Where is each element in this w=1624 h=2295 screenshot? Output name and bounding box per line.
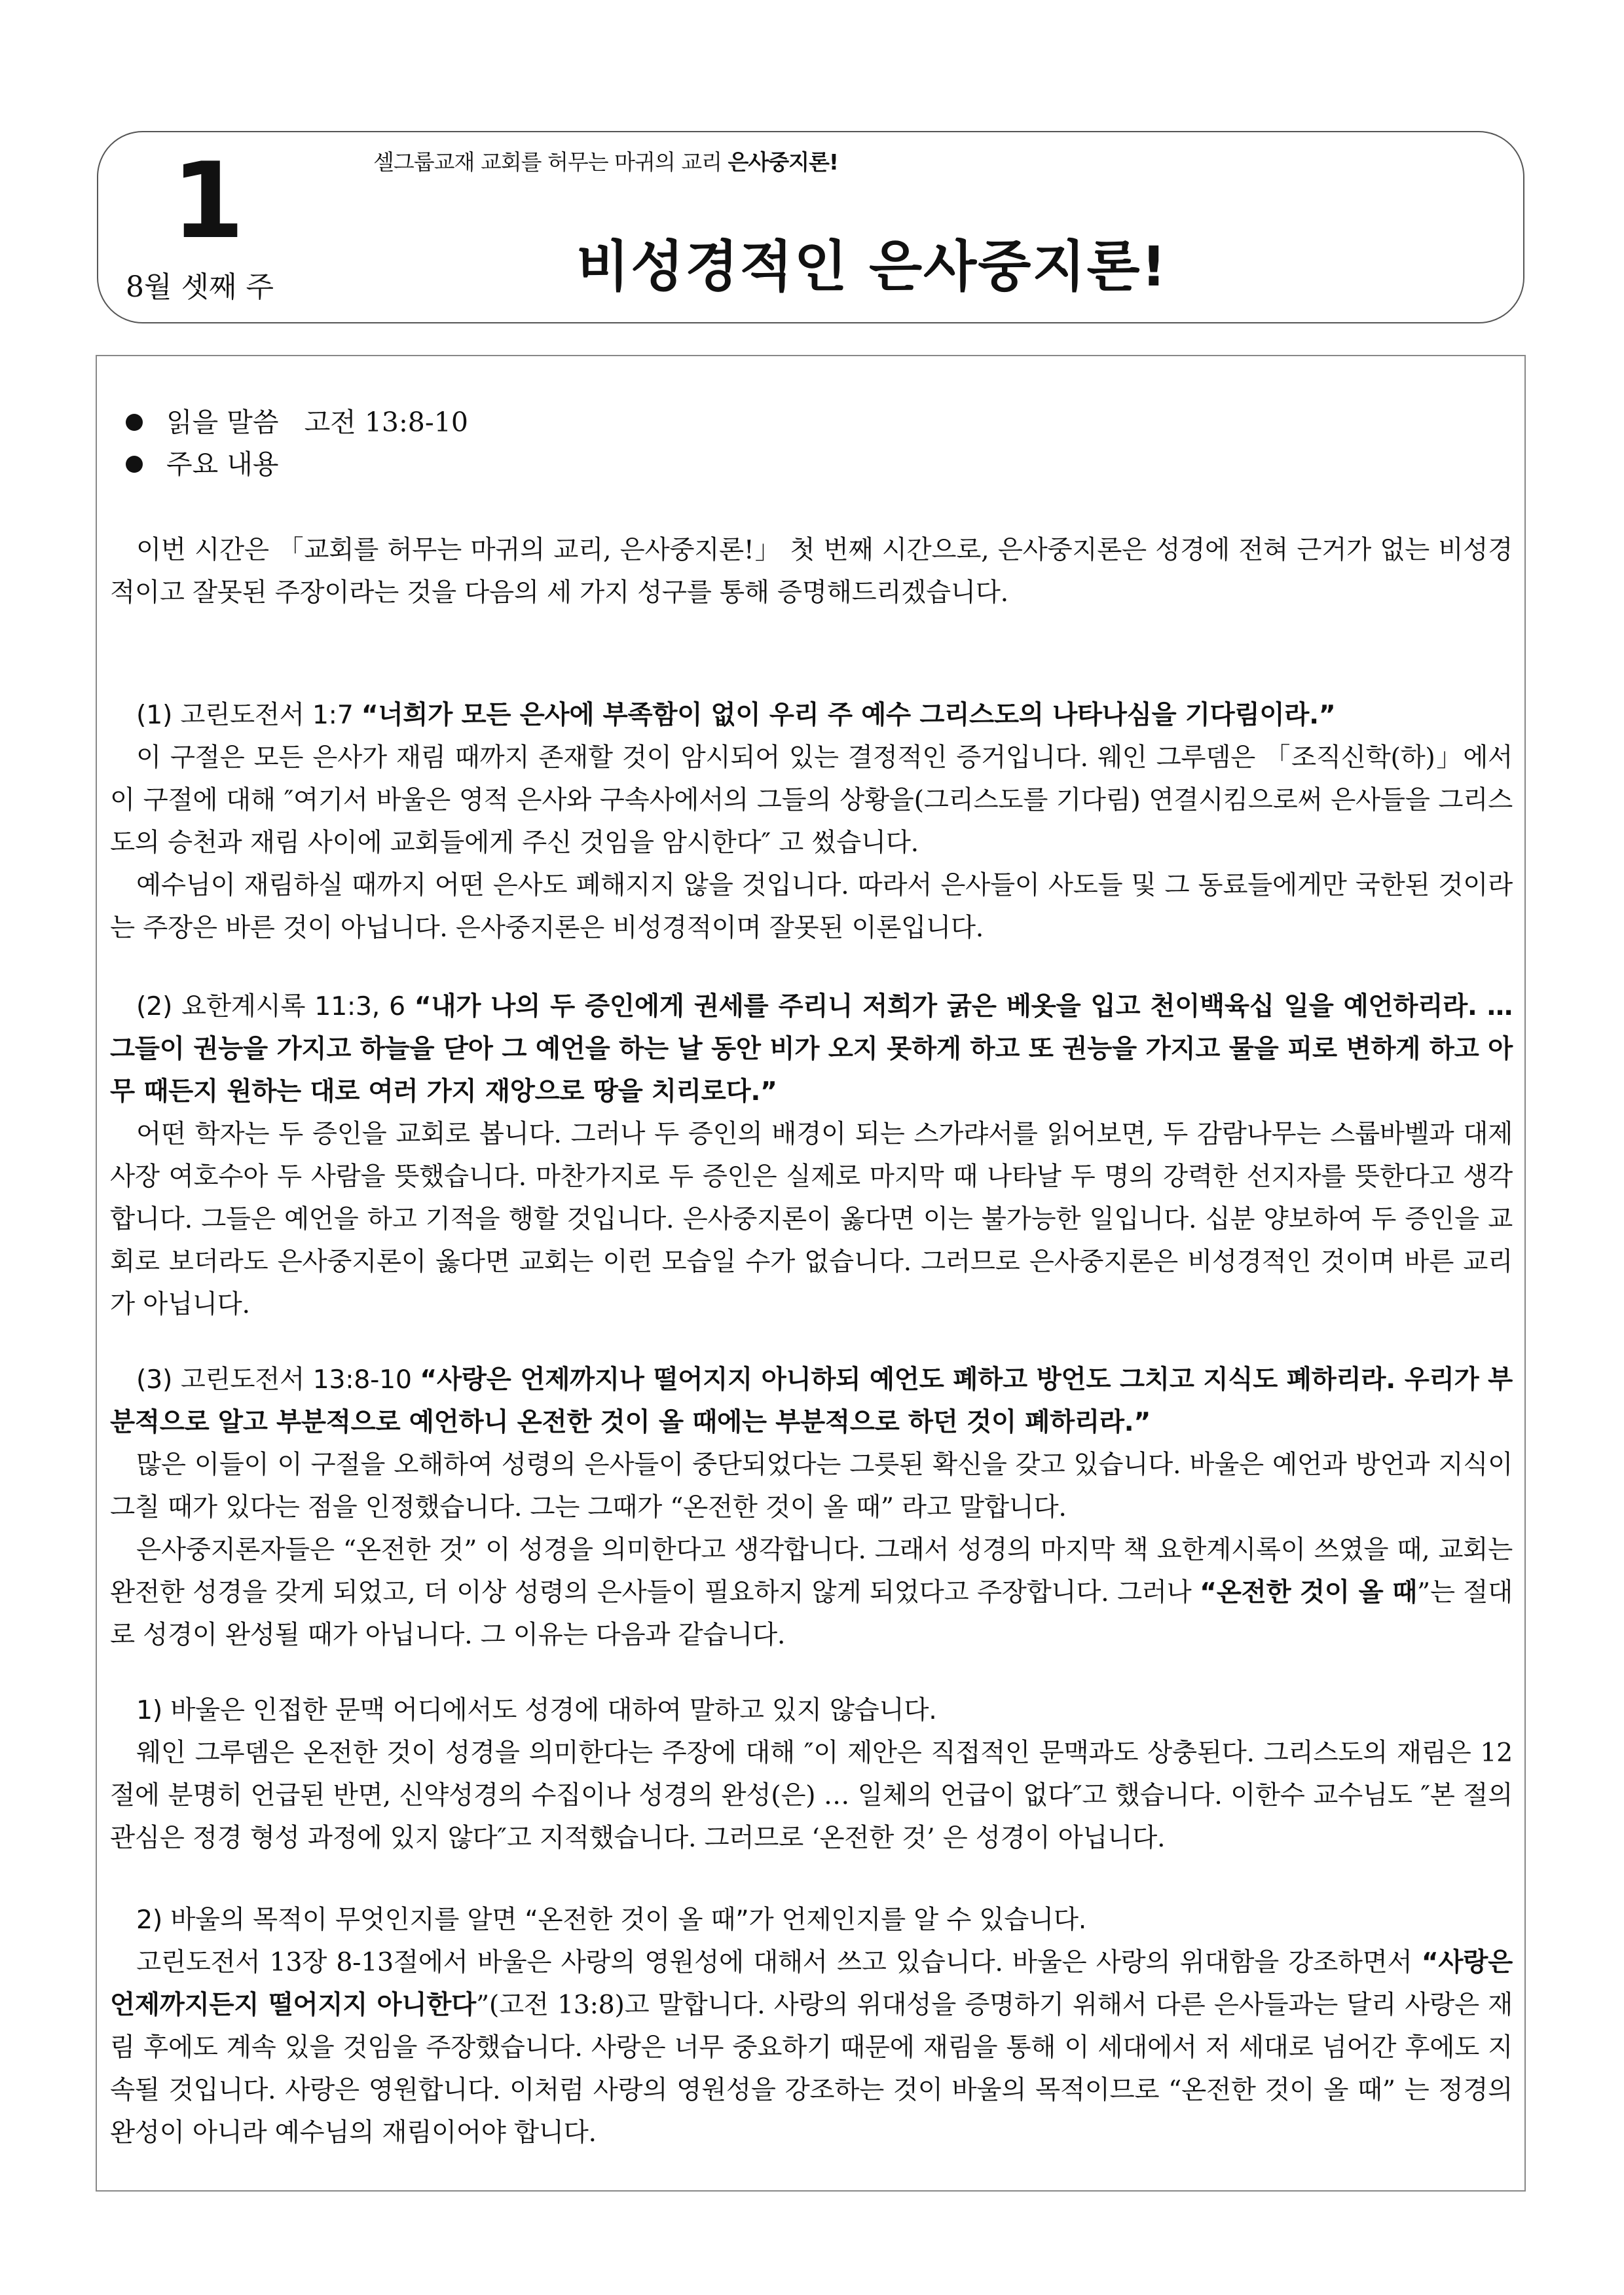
section-3-p2-bold: “온전한 것이 올 때 xyxy=(1200,1577,1417,1607)
point-2-p1-bold: “사랑은 언제까지든지 떨어지지 아니한다 xyxy=(110,1947,1513,2020)
section-3-heading xyxy=(110,1359,1513,1444)
point-1-heading: 1) 바울은 인접한 문맥 어디에서도 성경에 대하여 말하고 있지 않습니다. xyxy=(136,1695,937,1725)
section-1-p1: 이 구절은 모든 은사가 재림 때까지 존재할 것이 암시되어 있는 결정적인 증거입니다. 웨인 그루뎀은 「조직신학(하)」에서 이 구절에 대해 ″여기서 바울은 영적 은사와 구속사에서의 그들의 상황을(그리스도를 기다림) 연결시킴으로써 은사들을 그리스도의 승천과 재림 사이에 교회들에게 주신 것임을 암시한다″ 고 썼습니다. xyxy=(110,743,1513,858)
section-2-heading xyxy=(110,985,1513,1113)
intro-text: 이번 시간은 「교회를 허무는 마귀의 교리, 은사중지론!」 첫 번째 시간으로, 은사중지론은 성경에 전혀 근거가 없는 비성경적이고 잘못된 주장이라는 것을 다음의 세 가지 성구를 통해 증명해드리겠습니다. xyxy=(110,535,1513,608)
section-1-p2: 예수님이 재림하실 때까지 어떤 은사도 폐해지지 않을 것입니다. 따라서 은사들이 사도들 및 그 동료들에게만 국한된 것이라는 주장은 바른 것이 아닙니다. 은사중지론은 비성경적이며 잘못된 이론입니다. xyxy=(110,870,1513,943)
point-1 xyxy=(110,1689,1513,1860)
section-3 xyxy=(110,1359,1513,1657)
section-3-quote: “사랑은 언제까지나 떨어지지 아니하되 예언도 폐하고 방언도 그치고 지식도 폐하리라. 우리가 부분적으로 알고 부분적으로 예언하니 온전한 것이 올 때에는 부분적으로 하던 것이 폐하리라.” xyxy=(110,1365,1513,1437)
section-2-quote: “내가 나의 두 증인에게 권세를 주리니 저희가 굵은 베옷을 입고 천이백육십 일을 예언하리라. … 그들이 권능을 가지고 하늘을 닫아 그 예언을 하는 날 동안 비가 오지 못하게 하고 또 권능을 가지고 물을 피로 변하게 하고 아무 때든지 원하는 대로 여러 가지 재앙으로 땅을 치리로다.” xyxy=(110,991,1513,1107)
series-label xyxy=(373,145,838,176)
series-text: 셀그룹교재 교회를 허무는 마귀의 교리 xyxy=(373,149,728,175)
section-3-p2-text: 은사중지론자들은 “온전한 것” 이 성경을 의미한다고 생각합니다. 그래서 성경의 마지막 책 요한계시록이 쓰였을 때, 교회는 완전한 성경을 갖게 되었고, 더 이상 성령의 은사들이 필요하지 않게 되었다고 주장합니다. 그러나 xyxy=(110,1535,1513,1607)
section-3-p2 xyxy=(110,1529,1513,1657)
section-2-ref: (2) 요한계시록 11:3, 6 xyxy=(136,991,415,1021)
bullet-label: 읽을 말씀 xyxy=(166,407,279,438)
bullet-dot-icon xyxy=(126,414,143,431)
section-1-quote: “너희가 모든 은사에 부족함이 없이 우리 주 예수 그리스도의 나타나심을 기다림이라.” xyxy=(361,700,1336,730)
page-title: 비성경적인 은사중지론! xyxy=(576,234,1168,299)
section-3-ref: (3) 고린도전서 13:8-10 xyxy=(136,1365,420,1395)
point-2-p1-start: 고린도전서 13장 8-13절에서 바울은 사랑의 영원성에 대해서 쓰고 있습니다. 바울은 사랑의 위대함을 강조하면서 xyxy=(136,1947,1422,1977)
point-1-p1: 웨인 그루뎀은 온전한 것이 성경을 의미한다는 주장에 대해 ″이 제안은 직접적인 문맥과도 상충된다. 그리스도의 재림은 12절에 분명히 언급된 반면, 신약성경의 수집이나 성경의 완성(은) … 일체의 언급이 없다″고 했습니다. 이한수 교수님도 ″본 절의 관심은 정경 형성 과정에 있지 않다″고 지적했습니다. 그러므로 ‘온전한 것’ 은 성경이 아닙니다. xyxy=(110,1738,1513,1853)
lesson-number: 1 xyxy=(172,139,245,262)
intro-paragraph xyxy=(110,529,1513,614)
section-2 xyxy=(110,985,1513,1326)
section-1-heading xyxy=(110,694,1513,737)
section-1-ref: (1) 고린도전서 1:7 xyxy=(136,700,361,730)
section-1 xyxy=(110,694,1513,949)
section-3-p2-end: ”는 절대로 성경이 완성될 때가 아닙니다. 그 이유는 다음과 같습니다. xyxy=(110,1577,1513,1650)
bullet-label: 주요 내용 xyxy=(166,449,279,480)
bullet-value: 고전 13:8-10 xyxy=(304,407,468,438)
series-bold: 은사중지론! xyxy=(728,149,838,175)
point-2-p1 xyxy=(110,1941,1513,2154)
point-2-heading: 2) 바울의 목적이 무엇인지를 알면 “온전한 것이 올 때”가 언제인지를 알 수 있습니다. xyxy=(136,1905,1087,1935)
point-2 xyxy=(110,1899,1513,2154)
point-2-p1-end: ”(고전 13:8)고 말합니다. 사랑의 위대성을 증명하기 위해서 다른 은사들과는 달리 사랑은 재림 후에도 계속 있을 것임을 주장했습니다. 사랑은 너무 중요하기 때문에 재림을 통해 이 세대에서 저 세대로 넘어간 후에도 지속될 것입니다. 사랑은 영원합니다. 이처럼 사랑의 영원성을 강조하는 것이 바울의 목적이므로 “온전한 것이 올 때” 는 정경의 완성이 아니라 예수님의 재림이어야 합니다. xyxy=(110,1990,1513,2148)
bullet-dot-icon xyxy=(126,456,143,473)
section-3-p1: 많은 이들이 이 구절을 오해하여 성령의 은사들이 중단되었다는 그릇된 확신을 갖고 있습니다. 바울은 예언과 방언과 지식이 그칠 때가 있다는 점을 인정했습니다. 그는 그때가 “온전한 것이 올 때” 라고 말합니다. xyxy=(110,1450,1513,1522)
bullet-reading xyxy=(126,401,468,439)
bullet-main xyxy=(126,443,278,481)
week-label: 8월 셋째 주 xyxy=(126,270,274,304)
section-2-p1: 어떤 학자는 두 증인을 교회로 봅니다. 그러나 두 증인의 배경이 되는 스가랴서를 읽어보면, 두 감람나무는 스룹바벨과 대제사장 여호수아 두 사람을 뜻했습니다. 마찬가지로 두 증인은 실제로 마지막 때 나타날 두 명의 강력한 선지자를 뜻한다고 생각합니다. 그들은 예언을 하고 기적을 행할 것입니다. 은사중지론이 옳다면 이는 불가능한 일입니다. 십분 양보하여 두 증인을 교회로 보더라도 은사중지론이 옳다면 교회는 이런 모습일 수가 없습니다. 그러므로 은사중지론은 비성경적인 것이며 바른 교리가 아닙니다. xyxy=(110,1119,1513,1319)
